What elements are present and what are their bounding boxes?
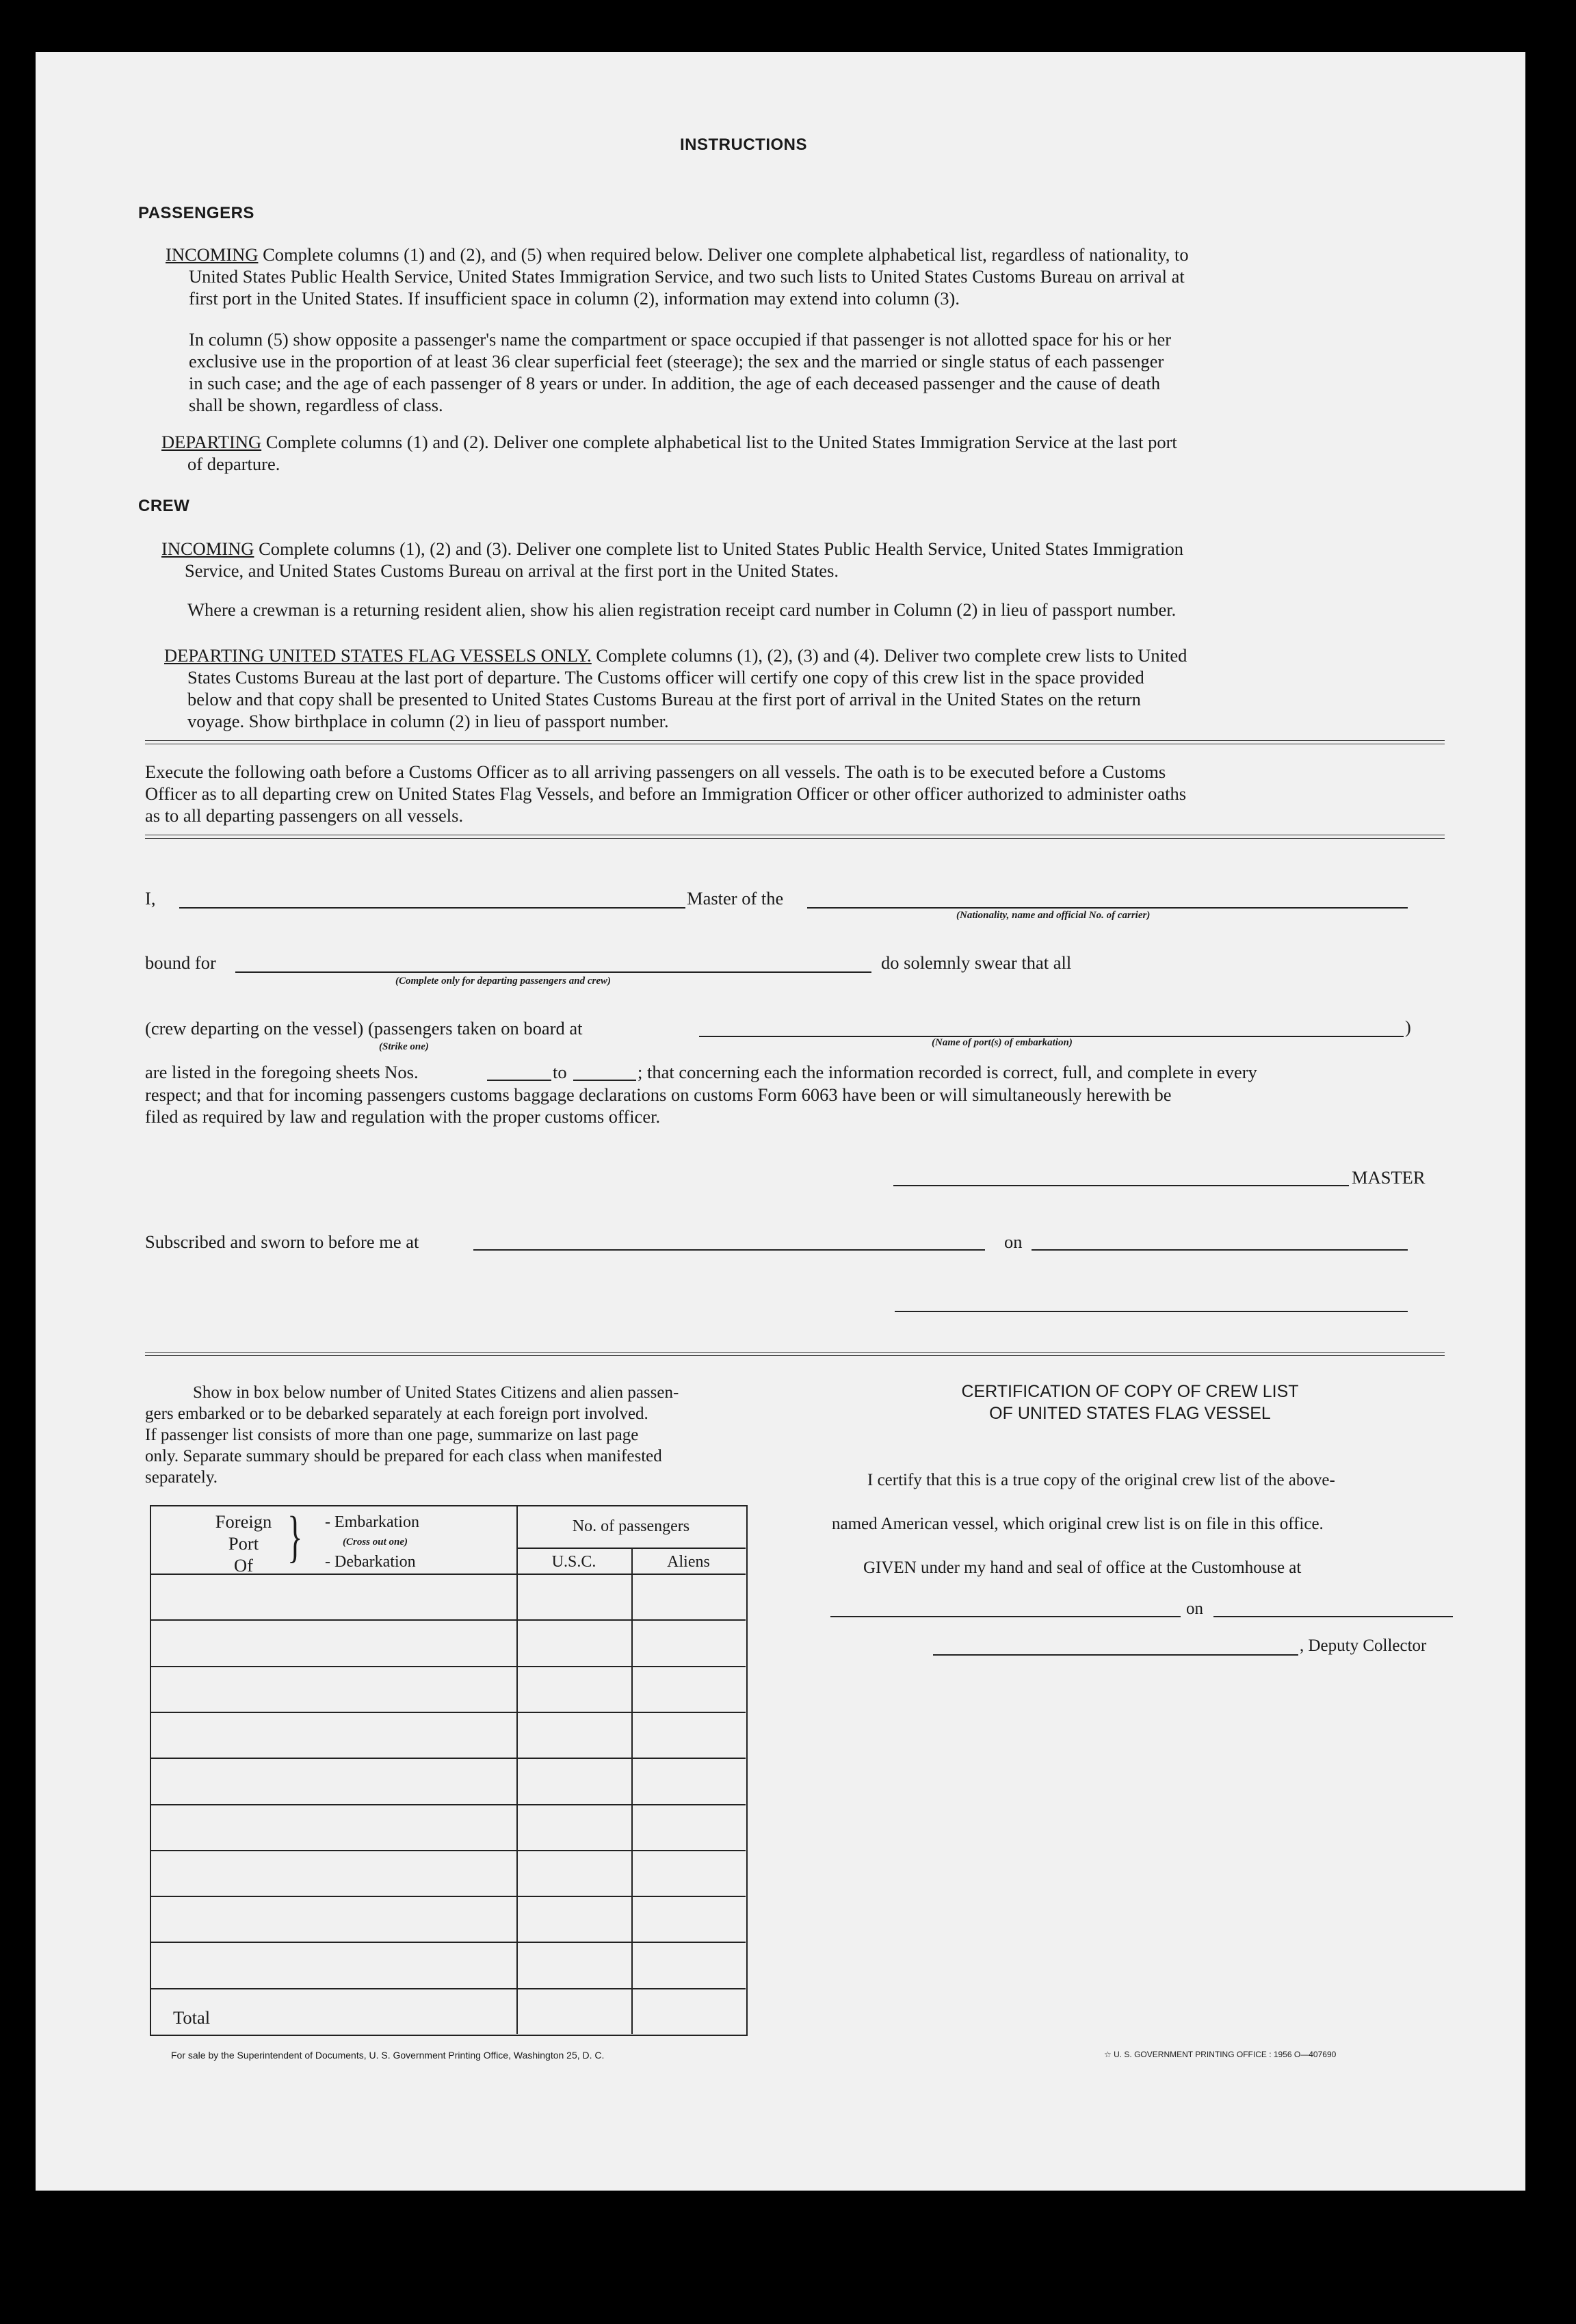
deputy-collector-label: , Deputy Collector (1300, 1636, 1427, 1655)
table-header-divider (516, 1548, 746, 1549)
sheet-to-field[interactable] (573, 1080, 636, 1081)
table-row[interactable] (151, 1896, 746, 1897)
brace-glyph: } (287, 1505, 303, 1569)
table-row[interactable] (151, 1758, 746, 1759)
certification-on-label: on (1186, 1600, 1203, 1618)
listed-text-2: ; that concerning each the information recorded is correct, full, and complete in every (638, 1062, 1257, 1082)
sworn-date-field[interactable] (1032, 1249, 1408, 1251)
page-title: INSTRUCTIONS (680, 135, 807, 154)
section-divider (145, 835, 1445, 839)
foreign-port-of-label: Foreign Port Of (215, 1511, 272, 1576)
certify-line-1: I certify that this is a true copy of the original crew list of the above- (867, 1471, 1335, 1489)
table-row[interactable] (151, 1712, 746, 1713)
crew-resident-alien-note: Where a crewman is a returning resident alien, show his alien registration receipt card number in Column (2) in lieu of passport number. (187, 599, 1177, 620)
total-label: Total (173, 2007, 211, 2028)
crew-heading: CREW (138, 497, 190, 515)
destination-field[interactable] (235, 971, 871, 973)
footer-right: ☆ U. S. GOVERNMENT PRINTING OFFICE : 1956 O—407690 (1104, 2050, 1337, 2059)
certify-line-2: named American vessel, which original crew list is on file in this office. (832, 1515, 1324, 1533)
passengers-heading: PASSENGERS (138, 204, 254, 222)
passengers-incoming-instructions: INCOMING Complete columns (1) and (2), and (5) when required below. Deliver one complete alphabetical list, regardless of nationality, to United States Public Health Service, United States Immigration Service, and two such lists to United States Customs Bureau on arrival at first port in the United States. If insufficient space in column (2), information may extend into column (3). (166, 244, 1189, 309)
section-divider (145, 740, 1445, 744)
debarkation-label: - Debarkation (325, 1553, 416, 1571)
listed-to: to (553, 1062, 567, 1082)
listed-continued: respect; and that for incoming passengers customs baggage declarations on customs Form 6063 have been or will simultaneously herewith be filed as required by law and regulation with the proper customs officer. (145, 1084, 1172, 1127)
table-column-divider (516, 1506, 518, 2034)
master-name-field[interactable] (179, 907, 685, 909)
passengers-incoming-label: INCOMING (166, 244, 259, 265)
customhouse-field[interactable] (830, 1616, 1181, 1617)
table-row[interactable] (151, 1666, 746, 1667)
passengers-column5-instructions: In column (5) show opposite a passenger's name the compartment or space occupied if that passenger is not allotted space for his or her exclusive use in the proportion of at least 36 clear superficial feet (steerage); the sex and the married or single status of each passenger in such case; and the age of each passenger of 8 years or under. In addition, the age of each deceased passenger and the cause of death shall be shown, regardless of class. (189, 329, 1172, 415)
table-row[interactable] (151, 1988, 746, 1989)
table-row[interactable] (151, 1804, 746, 1805)
strike-caption: (Strike one) (379, 1041, 429, 1052)
footer-left: For sale by the Superintendent of Documents, U. S. Government Printing Office, Washington 25, D. C. (171, 2050, 605, 2061)
port-caption: (Name of port(s) of embarkation) (932, 1037, 1073, 1048)
cross-out-caption: (Cross out one) (343, 1537, 408, 1548)
embarkation-label: - Embarkation (325, 1513, 419, 1531)
sworn-place-field[interactable] (473, 1249, 985, 1251)
passengers-departing-label: DEPARTING (161, 432, 262, 452)
carrier-field[interactable] (807, 907, 1408, 909)
sheet-from-field[interactable] (487, 1080, 551, 1081)
table-row[interactable] (151, 1619, 746, 1621)
aliens-header: Aliens (667, 1553, 710, 1571)
form-page (36, 52, 1525, 2191)
given-text: GIVEN under my hand and seal of office at the Customhouse at (863, 1558, 1302, 1577)
crew-incoming-instructions: INCOMING Complete columns (1), (2) and (3). Deliver one complete list to United States Public Health Service, United States Immigration Service, and United States Customs Bureau on arrival at the first port in the United States. (161, 538, 1183, 581)
table-row[interactable] (151, 1850, 746, 1851)
subscribed-label: Subscribed and sworn to before me at (145, 1231, 419, 1252)
crew-departing-label: DEPARTING UNITED STATES FLAG VESSELS ONLY. (164, 645, 592, 666)
bound-for-label: bound for (145, 952, 216, 973)
master-signature-field[interactable] (893, 1185, 1349, 1186)
crew-incoming-label: INCOMING (161, 538, 254, 559)
close-paren: ) (1405, 1017, 1411, 1037)
summary-instructions: Show in box below number of United States Citizens and alien passen- gers embarked or to be debarked separately at each foreign port involved. If passenger list consists of more than one page, summarize on last page only. Separate summary should be prepared for each class when manifested separately. (145, 1383, 679, 1487)
crew-departing-instructions: DEPARTING UNITED STATES FLAG VESSELS ONLY. Complete columns (1), (2), (3) and (4). Deliver two complete crew lists to United States Customs Bureau at the last port of departure. The Customs officer will certify one copy of this crew list in the space provided below and that copy shall be presented to United States Customs Bureau at the first port of arrival in the United States on the return voyage. Show birthplace in column (2) in lieu of passport number. (164, 645, 1187, 731)
oath-i-label: I, (145, 888, 156, 909)
oath-instructions: Execute the following oath before a Customs Officer as to all arriving passengers on all vessels. The oath is to be executed before a Customs Officer as to all departing crew on United States Flag Vessels, and before an Immigration Officer or other officer authorized to administer oaths as to all departing passengers on all vessels. (145, 761, 1187, 826)
swear-text: do solemnly swear that all (881, 952, 1072, 973)
listed-text-1: are listed in the foregoing sheets Nos. (145, 1062, 419, 1082)
master-label: MASTER (1352, 1167, 1426, 1188)
nationality-caption: (Nationality, name and official No. of carrier) (956, 910, 1151, 921)
certification-date-field[interactable] (1213, 1616, 1453, 1617)
certification-title: CERTIFICATION OF COPY OF CREW LIST OF UNITED STATES FLAG VESSEL (961, 1382, 1299, 1423)
passenger-summary-table (150, 1505, 748, 2036)
officer-signature-field[interactable] (895, 1311, 1408, 1312)
table-row[interactable] (151, 1942, 746, 1943)
usc-header: U.S.C. (551, 1553, 596, 1571)
complete-caption: (Complete only for departing passengers and crew) (395, 976, 611, 987)
section-divider (145, 1352, 1445, 1356)
passengers-departing-instructions: DEPARTING Complete columns (1) and (2). Deliver one complete alphabetical list to the United States Immigration Service at the last port of departure. (161, 432, 1177, 474)
sworn-on-label: on (1004, 1231, 1023, 1252)
no-of-passengers-header: No. of passengers (572, 1517, 690, 1535)
master-of-label: Master of the (687, 888, 784, 909)
crew-passengers-choice: (crew departing on the vessel) (passengers taken on board at (145, 1018, 583, 1039)
deputy-signature-field[interactable] (933, 1654, 1298, 1656)
